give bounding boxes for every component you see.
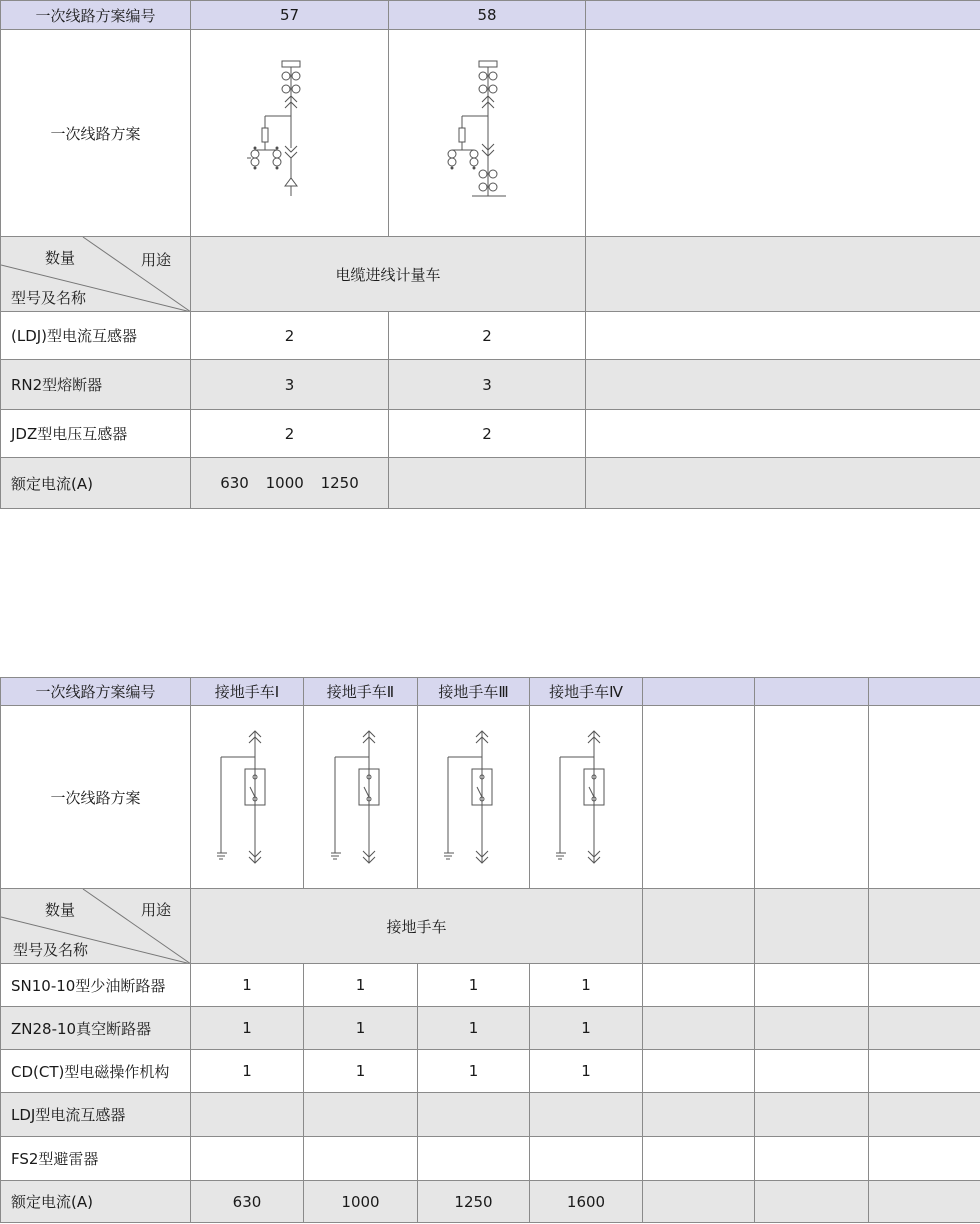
- empty-cell: [586, 410, 980, 458]
- row-value: [304, 1093, 418, 1137]
- usage-cell: 接地手车: [191, 889, 643, 964]
- empty-cell: [643, 1181, 755, 1223]
- rated-value: 630: [220, 474, 249, 492]
- row-value: 3: [389, 360, 586, 410]
- scheme-diagram-4: [530, 706, 643, 889]
- scheme-label: 一次线路方案: [1, 30, 191, 237]
- empty-cell: [586, 1, 980, 30]
- empty-cell: [869, 1093, 980, 1137]
- empty-cell: [869, 706, 980, 889]
- empty-cell: [643, 1137, 755, 1181]
- quantity-label: 数量: [45, 901, 76, 919]
- empty-cell: [643, 678, 755, 706]
- row-value: [418, 1137, 530, 1181]
- row-value: 1: [304, 964, 418, 1007]
- scheme-table-57-58: [0, 0, 980, 509]
- rated-value: 1000: [265, 474, 304, 492]
- rated-value: 1250: [320, 474, 359, 492]
- row-name: ZN28-10真空断路器: [1, 1007, 191, 1050]
- scheme-diagram-57: [191, 30, 389, 237]
- scheme-diagram-2: [304, 706, 418, 889]
- scheme-number: 接地手车Ⅲ: [418, 678, 530, 706]
- diagonal-header-cell: [1, 889, 191, 964]
- scheme-number: 接地手车Ⅳ: [530, 678, 643, 706]
- quantity-label: 数量: [45, 249, 76, 267]
- rated-value: 1250: [418, 1181, 530, 1223]
- empty-cell: [643, 706, 755, 889]
- empty-cell: [586, 458, 980, 509]
- rated-current-label: 额定电流(A): [1, 1181, 191, 1223]
- row-value: [418, 1093, 530, 1137]
- row-name: JDZ型电压互感器: [1, 410, 191, 458]
- row-value: [530, 1137, 643, 1181]
- circuit-diagram-icon: [217, 727, 277, 867]
- empty-cell: [869, 964, 980, 1007]
- row-value: [191, 1137, 304, 1181]
- circuit-diagram-icon: [444, 727, 504, 867]
- row-value: 2: [389, 312, 586, 360]
- row-value: 1: [191, 1007, 304, 1050]
- row-value: [304, 1137, 418, 1181]
- empty-cell: [869, 1181, 980, 1223]
- row-value: 1: [418, 1050, 530, 1093]
- empty-cell: [755, 706, 869, 889]
- empty-cell: [755, 1007, 869, 1050]
- row-value: 1: [191, 964, 304, 1007]
- empty-cell: [389, 458, 586, 509]
- header-label: 一次线路方案编号: [1, 1, 191, 30]
- row-value: [191, 1093, 304, 1137]
- empty-cell: [643, 964, 755, 1007]
- empty-cell: [869, 1137, 980, 1181]
- scheme-number: 接地手车Ⅰ: [191, 678, 304, 706]
- row-value: [530, 1093, 643, 1137]
- rated-value: 1000: [304, 1181, 418, 1223]
- empty-cell: [643, 1093, 755, 1137]
- scheme-label: 一次线路方案: [1, 706, 191, 889]
- usage-label: 用途: [141, 251, 172, 269]
- empty-cell: [586, 30, 980, 237]
- scheme-number: 58: [389, 1, 586, 30]
- empty-cell: [755, 889, 869, 964]
- circuit-diagram-icon: [556, 727, 616, 867]
- row-value: 2: [389, 410, 586, 458]
- diagonal-header-cell: [1, 237, 191, 312]
- scheme-table-grounding-truck: [0, 677, 980, 1223]
- circuit-diagram-icon: [245, 58, 335, 208]
- row-value: 2: [191, 410, 389, 458]
- row-value: 2: [191, 312, 389, 360]
- usage-label: 用途: [141, 901, 172, 919]
- row-name: (LDJ)型电流互感器: [1, 312, 191, 360]
- empty-cell: [643, 1050, 755, 1093]
- empty-cell: [869, 889, 980, 964]
- empty-cell: [755, 964, 869, 1007]
- empty-cell: [869, 1007, 980, 1050]
- row-value: 1: [191, 1050, 304, 1093]
- row-name: SN10-10型少油断路器: [1, 964, 191, 1007]
- scheme-diagram-1: [191, 706, 304, 889]
- empty-cell: [643, 1007, 755, 1050]
- row-name: RN2型熔断器: [1, 360, 191, 410]
- row-name: LDJ型电流互感器: [1, 1093, 191, 1137]
- circuit-diagram-icon: [331, 727, 391, 867]
- empty-cell: [586, 237, 980, 312]
- empty-cell: [643, 889, 755, 964]
- scheme-number: 57: [191, 1, 389, 30]
- empty-cell: [755, 1093, 869, 1137]
- row-value: 1: [530, 964, 643, 1007]
- scheme-number: 接地手车Ⅱ: [304, 678, 418, 706]
- rated-value: 1600: [530, 1181, 643, 1223]
- empty-cell: [586, 360, 980, 410]
- scheme-diagram-3: [418, 706, 530, 889]
- row-value: 3: [191, 360, 389, 410]
- usage-cell: 电缆进线计量车: [191, 237, 586, 312]
- circuit-diagram-icon: [442, 58, 532, 208]
- row-value: 1: [418, 964, 530, 1007]
- rated-current-values: [191, 458, 389, 509]
- header-label: 一次线路方案编号: [1, 678, 191, 706]
- empty-cell: [755, 1050, 869, 1093]
- empty-cell: [755, 678, 869, 706]
- row-value: 1: [304, 1007, 418, 1050]
- empty-cell: [869, 678, 980, 706]
- model-name-label: 型号及名称: [11, 289, 87, 307]
- empty-cell: [755, 1181, 869, 1223]
- rated-current-label: 额定电流(A): [1, 458, 191, 509]
- scheme-diagram-58: [389, 30, 586, 237]
- empty-cell: [586, 312, 980, 360]
- empty-cell: [869, 1050, 980, 1093]
- row-value: 1: [530, 1007, 643, 1050]
- row-value: 1: [530, 1050, 643, 1093]
- row-value: 1: [304, 1050, 418, 1093]
- rated-value: 630: [191, 1181, 304, 1223]
- row-name: CD(CT)型电磁操作机构: [1, 1050, 191, 1093]
- row-value: 1: [418, 1007, 530, 1050]
- empty-cell: [755, 1137, 869, 1181]
- model-name-label: 型号及名称: [13, 941, 89, 959]
- row-name: FS2型避雷器: [1, 1137, 191, 1181]
